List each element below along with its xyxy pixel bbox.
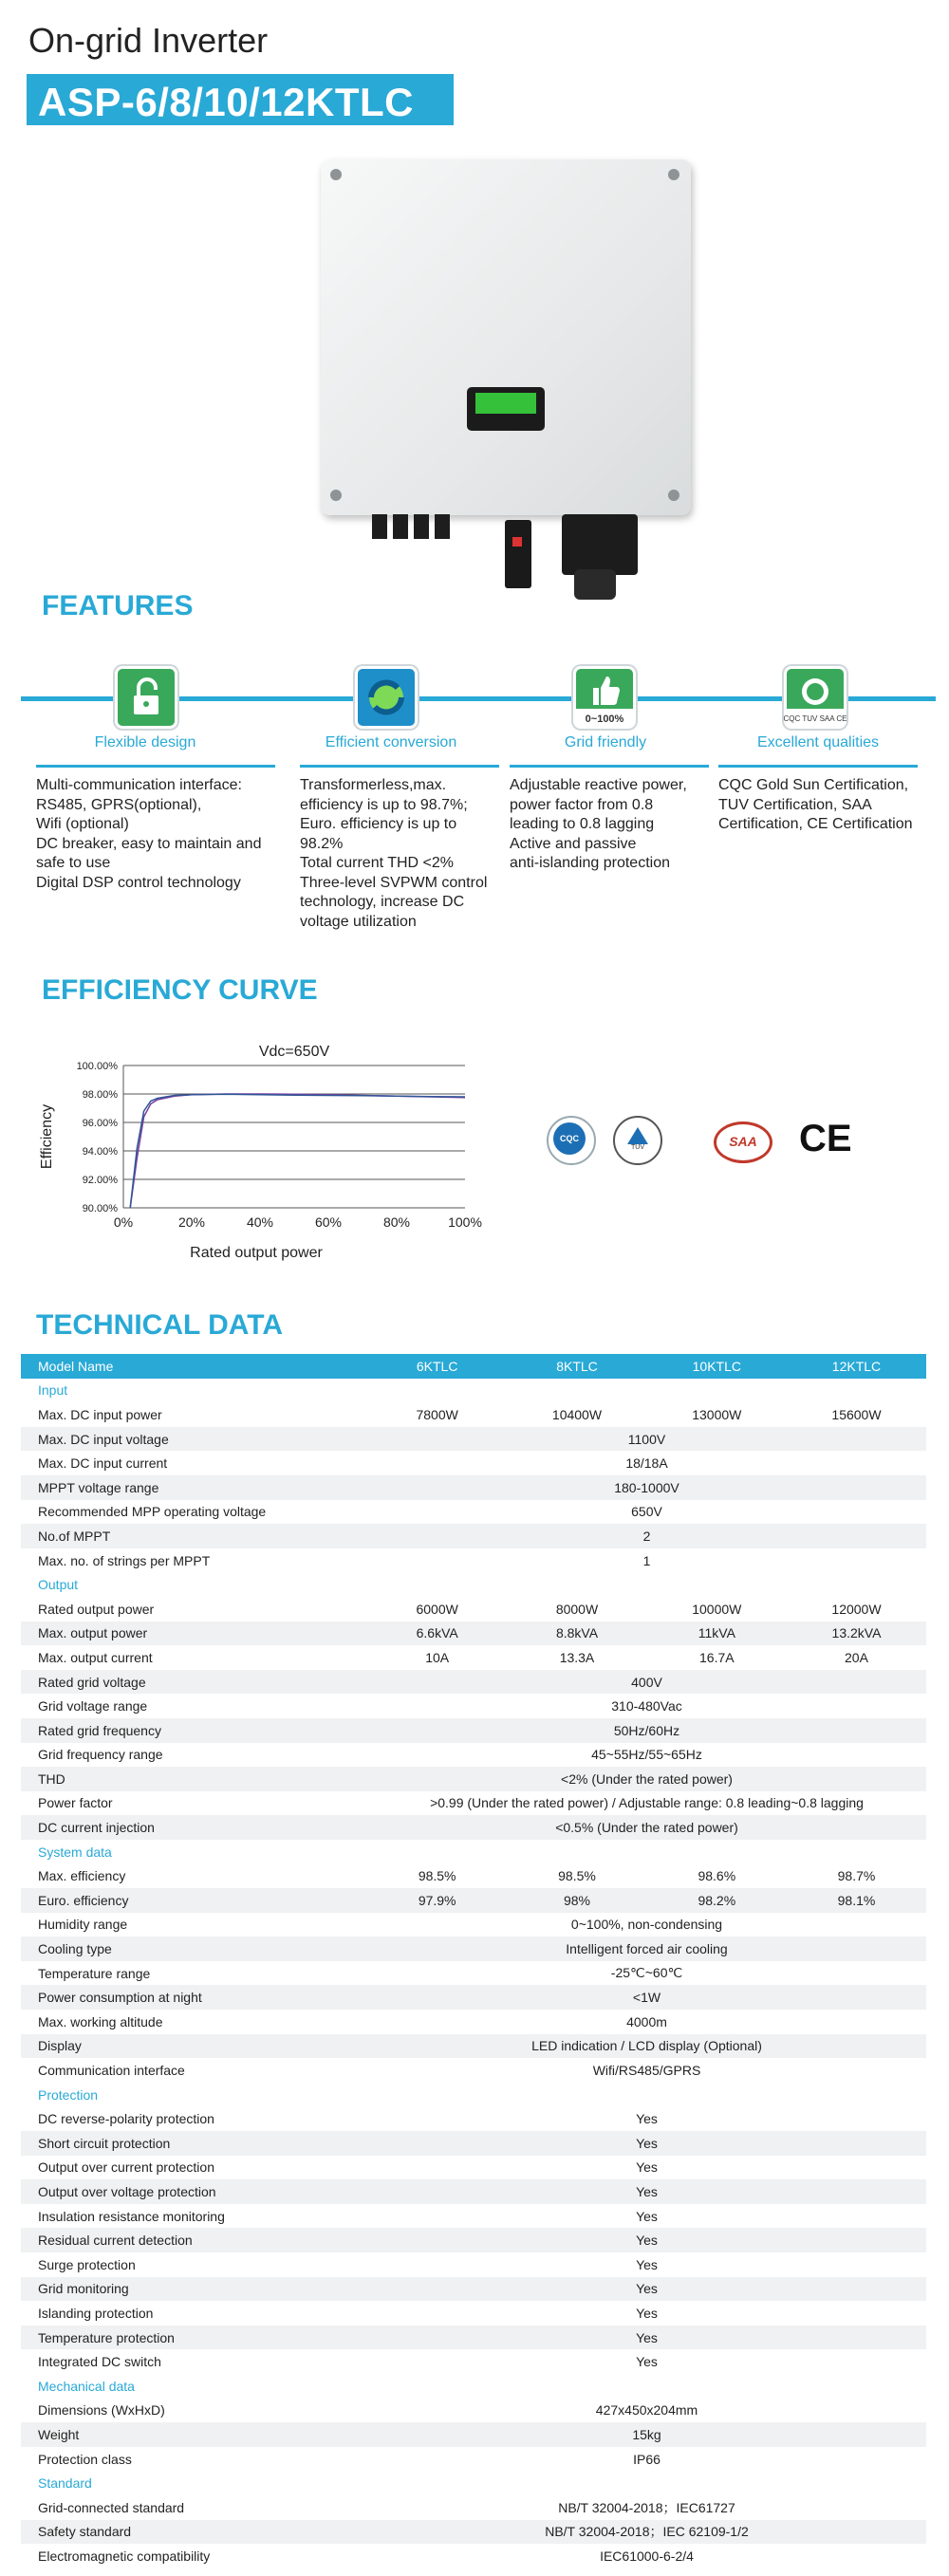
table-cell: 427x450x204mm [595, 2402, 698, 2418]
table-row [21, 1524, 926, 1548]
y-tick-label: 98.00% [82, 1089, 118, 1101]
quality-badge: CQC TUV SAA CE [783, 714, 847, 723]
table-cell: Yes [636, 2281, 658, 2297]
table-row [21, 1548, 926, 1573]
table-cell: -25℃~60℃ [610, 1965, 683, 1981]
table-cell: 98.5% [418, 1868, 456, 1884]
table-row-label: Rated grid voltage [38, 1674, 146, 1690]
table-row [21, 2010, 926, 2034]
table-row-label: Protection class [38, 2451, 132, 2467]
table-row-label: Cooling type [38, 1941, 112, 1957]
table-cell: 98.7% [837, 1868, 876, 1884]
feature-underline [510, 765, 709, 768]
table-row-label: MPPT voltage range [38, 1479, 159, 1495]
x-tick-label: 100% [448, 1214, 482, 1230]
x-tick-label: 80% [382, 1214, 411, 1230]
table-cell: Yes [636, 2329, 658, 2345]
y-axis-label: Efficiency [39, 1103, 55, 1170]
table-cell: 13.3A [559, 1649, 595, 1665]
table-cell: 8000W [555, 1601, 599, 1617]
table-cell: 8.8kVA [555, 1625, 599, 1641]
connector [393, 514, 408, 539]
table-row [21, 2034, 926, 2059]
table-row-label: Integrated DC switch [38, 2354, 161, 2370]
table-section-row [21, 2374, 926, 2399]
table-row [21, 1500, 926, 1525]
technical-data-table [21, 1354, 926, 2568]
table-cell: 0~100%, non-condensing [570, 1917, 723, 1933]
feature-label: Efficient conversion [325, 734, 457, 751]
table-row [21, 1937, 926, 1961]
connector [372, 514, 387, 539]
table-row [21, 1985, 926, 2010]
table-row [21, 2399, 926, 2423]
feature-description: Multi-communication interface: RS485, GPRS(optional), Wifi (optional) DC breaker, easy to maintain and safe to use Digital DSP control technology [36, 777, 262, 891]
dc-switch [505, 520, 531, 588]
x-tick-label: 0% [113, 1214, 134, 1230]
table-row-label: Max. DC input voltage [38, 1431, 169, 1447]
feature-underline [36, 765, 275, 768]
table-row-label: Output over current protection [38, 2159, 214, 2176]
table-header-cell: 6KTLC [416, 1358, 458, 1374]
conversion-icon [355, 666, 418, 729]
table-row-label: Max. output power [38, 1625, 148, 1641]
table-row-label: Display [38, 2038, 82, 2054]
table-row-label: Short circuit protection [38, 2135, 171, 2151]
table-cell: Yes [636, 2208, 658, 2224]
table-cell: 98.2% [698, 1892, 736, 1908]
table-row [21, 2301, 926, 2326]
table-row [21, 2326, 926, 2350]
table-row [21, 2520, 926, 2545]
table-cell: LED indication / LCD display (Optional) [531, 2038, 762, 2054]
table-cell: 15kg [632, 2426, 661, 2442]
feature-underline [300, 765, 499, 768]
feature-description: Transformerless,max. efficiency is up to 98.7%; Euro. efficiency is up to 98.2% Total current THD <2% Three-level SVPWM control technology, increase DC voltage utilization [300, 777, 488, 930]
table-row-label: Insulation resistance monitoring [38, 2208, 225, 2224]
table-cell: 13000W [692, 1406, 742, 1422]
table-cell: <1W [632, 1990, 661, 2006]
table-cell: Yes [636, 2256, 658, 2272]
table-cell: IEC61000-6-2/4 [600, 2548, 694, 2564]
table-row-label: No.of MPPT [38, 1528, 111, 1544]
table-row-label: Max. no. of strings per MPPT [38, 1552, 211, 1568]
cqc-logo: CQC [547, 1116, 596, 1165]
table-row [21, 1475, 926, 1500]
table-header-cell: 12KTLC [831, 1358, 882, 1374]
table-row [21, 1767, 926, 1791]
table-section-label: Output [38, 1577, 79, 1593]
table-row-label: Islanding protection [38, 2305, 154, 2321]
table-row [21, 1961, 926, 1986]
table-section-label: Protection [38, 2086, 99, 2103]
table-row [21, 1718, 926, 1743]
table-row-label: Rated output power [38, 1601, 155, 1617]
certification-icon [784, 666, 847, 729]
table-cell: >0.99 (Under the rated power) / Adjustable range: 0.8 leading~0.8 lagging [430, 1795, 864, 1811]
x-axis-label: Rated output power [190, 1245, 323, 1261]
table-row [21, 1402, 926, 1427]
model-name: ASP-6/8/10/12KTLC [38, 80, 414, 124]
table-cell: IP66 [633, 2451, 661, 2467]
table-header-row [21, 1354, 926, 1379]
table-row-label: Temperature protection [38, 2329, 175, 2345]
table-cell: 400V [631, 1674, 662, 1690]
table-row [21, 1597, 926, 1622]
table-cell: Wifi/RS485/GPRS [592, 2063, 701, 2079]
table-section-label: Standard [38, 2475, 92, 2492]
table-row-label: Grid monitoring [38, 2281, 129, 2297]
table-cell: NB/T 32004-2018；IEC61727 [558, 2499, 735, 2515]
table-cell: 12000W [831, 1601, 882, 1617]
ce-logo: CE [799, 1118, 852, 1159]
unlock-icon [115, 666, 177, 729]
screw [668, 169, 679, 180]
table-row [21, 1913, 926, 1937]
table-cell: 1100V [627, 1431, 666, 1447]
x-tick-label: 20% [177, 1214, 206, 1230]
table-cell: Yes [636, 2135, 658, 2151]
table-cell: 15600W [831, 1406, 882, 1422]
table-row-label: Rated grid frequency [38, 1722, 161, 1738]
saa-logo: SAA [714, 1121, 772, 1163]
table-row-label: Safety standard [38, 2524, 132, 2540]
table-cell: <0.5% (Under the rated power) [555, 1820, 738, 1836]
table-cell: 10400W [551, 1406, 603, 1422]
table-row-label: Grid voltage range [38, 1698, 148, 1714]
table-row-label: Electromagnetic compatibility [38, 2548, 211, 2564]
dc-switch-indicator [512, 537, 522, 547]
table-row-label: Temperature range [38, 1965, 151, 1981]
y-tick-label: 90.00% [82, 1203, 118, 1214]
table-cell: 98.6% [698, 1868, 736, 1884]
table-row [21, 1451, 926, 1475]
efficiency-chart [28, 1029, 503, 1267]
feature-label: Flexible design [94, 734, 196, 751]
table-row [21, 1645, 926, 1670]
screw [668, 490, 679, 501]
product-subtitle: On-grid Inverter [28, 21, 269, 60]
table-cell: 50Hz/60Hz [613, 1722, 680, 1738]
table-row [21, 2106, 926, 2131]
table-row-label: Weight [38, 2426, 80, 2442]
table-cell: 2 [642, 1528, 651, 1544]
table-row-label: Residual current detection [38, 2233, 193, 2249]
table-row-label: Max. efficiency [38, 1868, 126, 1884]
table-section-row [21, 1572, 926, 1597]
table-cell: 6.6kVA [416, 1625, 458, 1641]
features-title: FEATURES [42, 590, 194, 621]
table-cell: 98.5% [558, 1868, 596, 1884]
table-row-label: Surge protection [38, 2256, 136, 2272]
table-row [21, 2228, 926, 2252]
table-row [21, 2204, 926, 2229]
table-cell: Intelligent forced air cooling [566, 1941, 728, 1957]
x-tick-label: 60% [314, 1214, 343, 1230]
table-cell: NB/T 32004-2018；IEC 62109-1/2 [545, 2524, 749, 2540]
table-row [21, 1694, 926, 1718]
table-header-cell: Model Name [38, 1358, 114, 1374]
table-row [21, 1863, 926, 1888]
y-tick-label: 94.00% [82, 1146, 118, 1158]
thumbs-up-icon [573, 666, 636, 729]
table-row [21, 1815, 926, 1840]
x-tick-label: 40% [246, 1214, 274, 1230]
table-section-label: Mechanical data [38, 2378, 135, 2394]
table-cell: 98% [563, 1892, 590, 1908]
y-tick-label: 96.00% [82, 1118, 118, 1129]
table-row-label: Max. working altitude [38, 2013, 163, 2029]
screw [330, 169, 342, 180]
table-header-cell: 8KTLC [556, 1358, 598, 1374]
table-row [21, 1670, 926, 1695]
grid-friendly-badge: 0~100% [585, 713, 624, 725]
table-section-row [21, 2471, 926, 2495]
table-row-label: Humidity range [38, 1917, 128, 1933]
table-cell: Yes [636, 2183, 658, 2199]
table-row [21, 2131, 926, 2156]
table-row-label: Dimensions (WxHxD) [38, 2402, 165, 2418]
table-row-label: Euro. efficiency [38, 1892, 129, 1908]
table-row-label: Max. output current [38, 1649, 153, 1665]
table-cell: 10A [425, 1649, 450, 1665]
feature-label: Grid friendly [564, 734, 647, 751]
table-row [21, 1622, 926, 1646]
table-row [21, 1743, 926, 1768]
table-cell: 13.2kVA [831, 1625, 882, 1641]
y-tick-label: 100.00% [76, 1061, 118, 1072]
table-row-label: Grid frequency range [38, 1747, 163, 1763]
table-cell: 20A [845, 1649, 868, 1665]
table-section-row [21, 1840, 926, 1864]
table-section-label: System data [38, 1844, 112, 1860]
feature-underline [718, 765, 918, 768]
table-row-label: Communication interface [38, 2063, 185, 2079]
table-row [21, 2422, 926, 2447]
cable-gland [574, 569, 616, 600]
table-cell: 11kVA [698, 1625, 735, 1641]
table-row [21, 2058, 926, 2083]
table-cell: <2% (Under the rated power) [561, 1770, 733, 1787]
feature-description: CQC Gold Sun Certification, TUV Certification, SAA Certification, CE Certification [718, 777, 913, 832]
tuv-logo: TUV [613, 1116, 662, 1165]
table-cell: 16.7A [699, 1649, 735, 1665]
table-row-label: Output over voltage protection [38, 2183, 216, 2199]
technical-data-title: TECHNICAL DATA [36, 1309, 283, 1341]
table-row [21, 2495, 926, 2520]
table-row [21, 2349, 926, 2374]
table-section-label: Input [38, 1382, 68, 1399]
table-section-row [21, 1379, 926, 1403]
table-cell: 310-480Vac [611, 1698, 682, 1714]
table-row-label: THD [38, 1770, 65, 1787]
table-cell: 4000m [626, 2013, 667, 2029]
communication-box [562, 514, 638, 575]
table-section-row [21, 2083, 926, 2107]
table-cell: 10000W [692, 1601, 742, 1617]
table-row [21, 1791, 926, 1816]
table-row-label: Power consumption at night [38, 1990, 202, 2006]
table-cell: 18/18A [625, 1455, 668, 1472]
table-cell: 97.9% [418, 1892, 456, 1908]
table-row-label: Max. DC input current [38, 1455, 168, 1472]
table-row-label: DC current injection [38, 1820, 155, 1836]
y-tick-label: 92.00% [82, 1175, 118, 1186]
connector [435, 514, 450, 539]
table-cell: Yes [636, 2354, 658, 2370]
table-row-label: Recommended MPP operating voltage [38, 1504, 267, 1520]
table-row-label: Max. DC input power [38, 1406, 162, 1422]
table-cell: 7800W [416, 1406, 458, 1422]
table-row [21, 2252, 926, 2277]
table-cell: 6000W [416, 1601, 458, 1617]
table-row [21, 2447, 926, 2472]
screw [330, 490, 342, 501]
table-cell: 650V [631, 1504, 662, 1520]
table-row [21, 1427, 926, 1452]
table-row [21, 1888, 926, 1913]
table-cell: Yes [636, 2305, 658, 2321]
table-row [21, 2277, 926, 2302]
lcd-screen [475, 393, 536, 414]
table-cell: 45~55Hz/55~65Hz [591, 1747, 702, 1763]
table-cell: 98.1% [837, 1892, 876, 1908]
efficiency-title: EFFICIENCY CURVE [42, 974, 318, 1006]
table-cell: 180-1000V [614, 1479, 679, 1495]
table-cell: Yes [636, 2159, 658, 2176]
table-row-label: Grid-connected standard [38, 2499, 185, 2515]
table-row [21, 2179, 926, 2204]
table-cell: Yes [636, 2233, 658, 2249]
table-row [21, 2156, 926, 2180]
table-row-label: Power factor [38, 1795, 113, 1811]
feature-label: Excellent qualities [756, 734, 880, 751]
table-row [21, 2544, 926, 2568]
table-cell: 1 [642, 1552, 651, 1568]
chart-title: Vdc=650V [258, 1044, 330, 1060]
table-cell: Yes [636, 2111, 658, 2127]
table-header-cell: 10KTLC [692, 1358, 741, 1374]
feature-description: Adjustable reactive power, power factor from 0.8 leading to 0.8 lagging Active and passive anti-islanding protection [510, 777, 687, 871]
inverter-body [321, 159, 691, 515]
table-row-label: DC reverse-polarity protection [38, 2111, 214, 2127]
connector [414, 514, 429, 539]
